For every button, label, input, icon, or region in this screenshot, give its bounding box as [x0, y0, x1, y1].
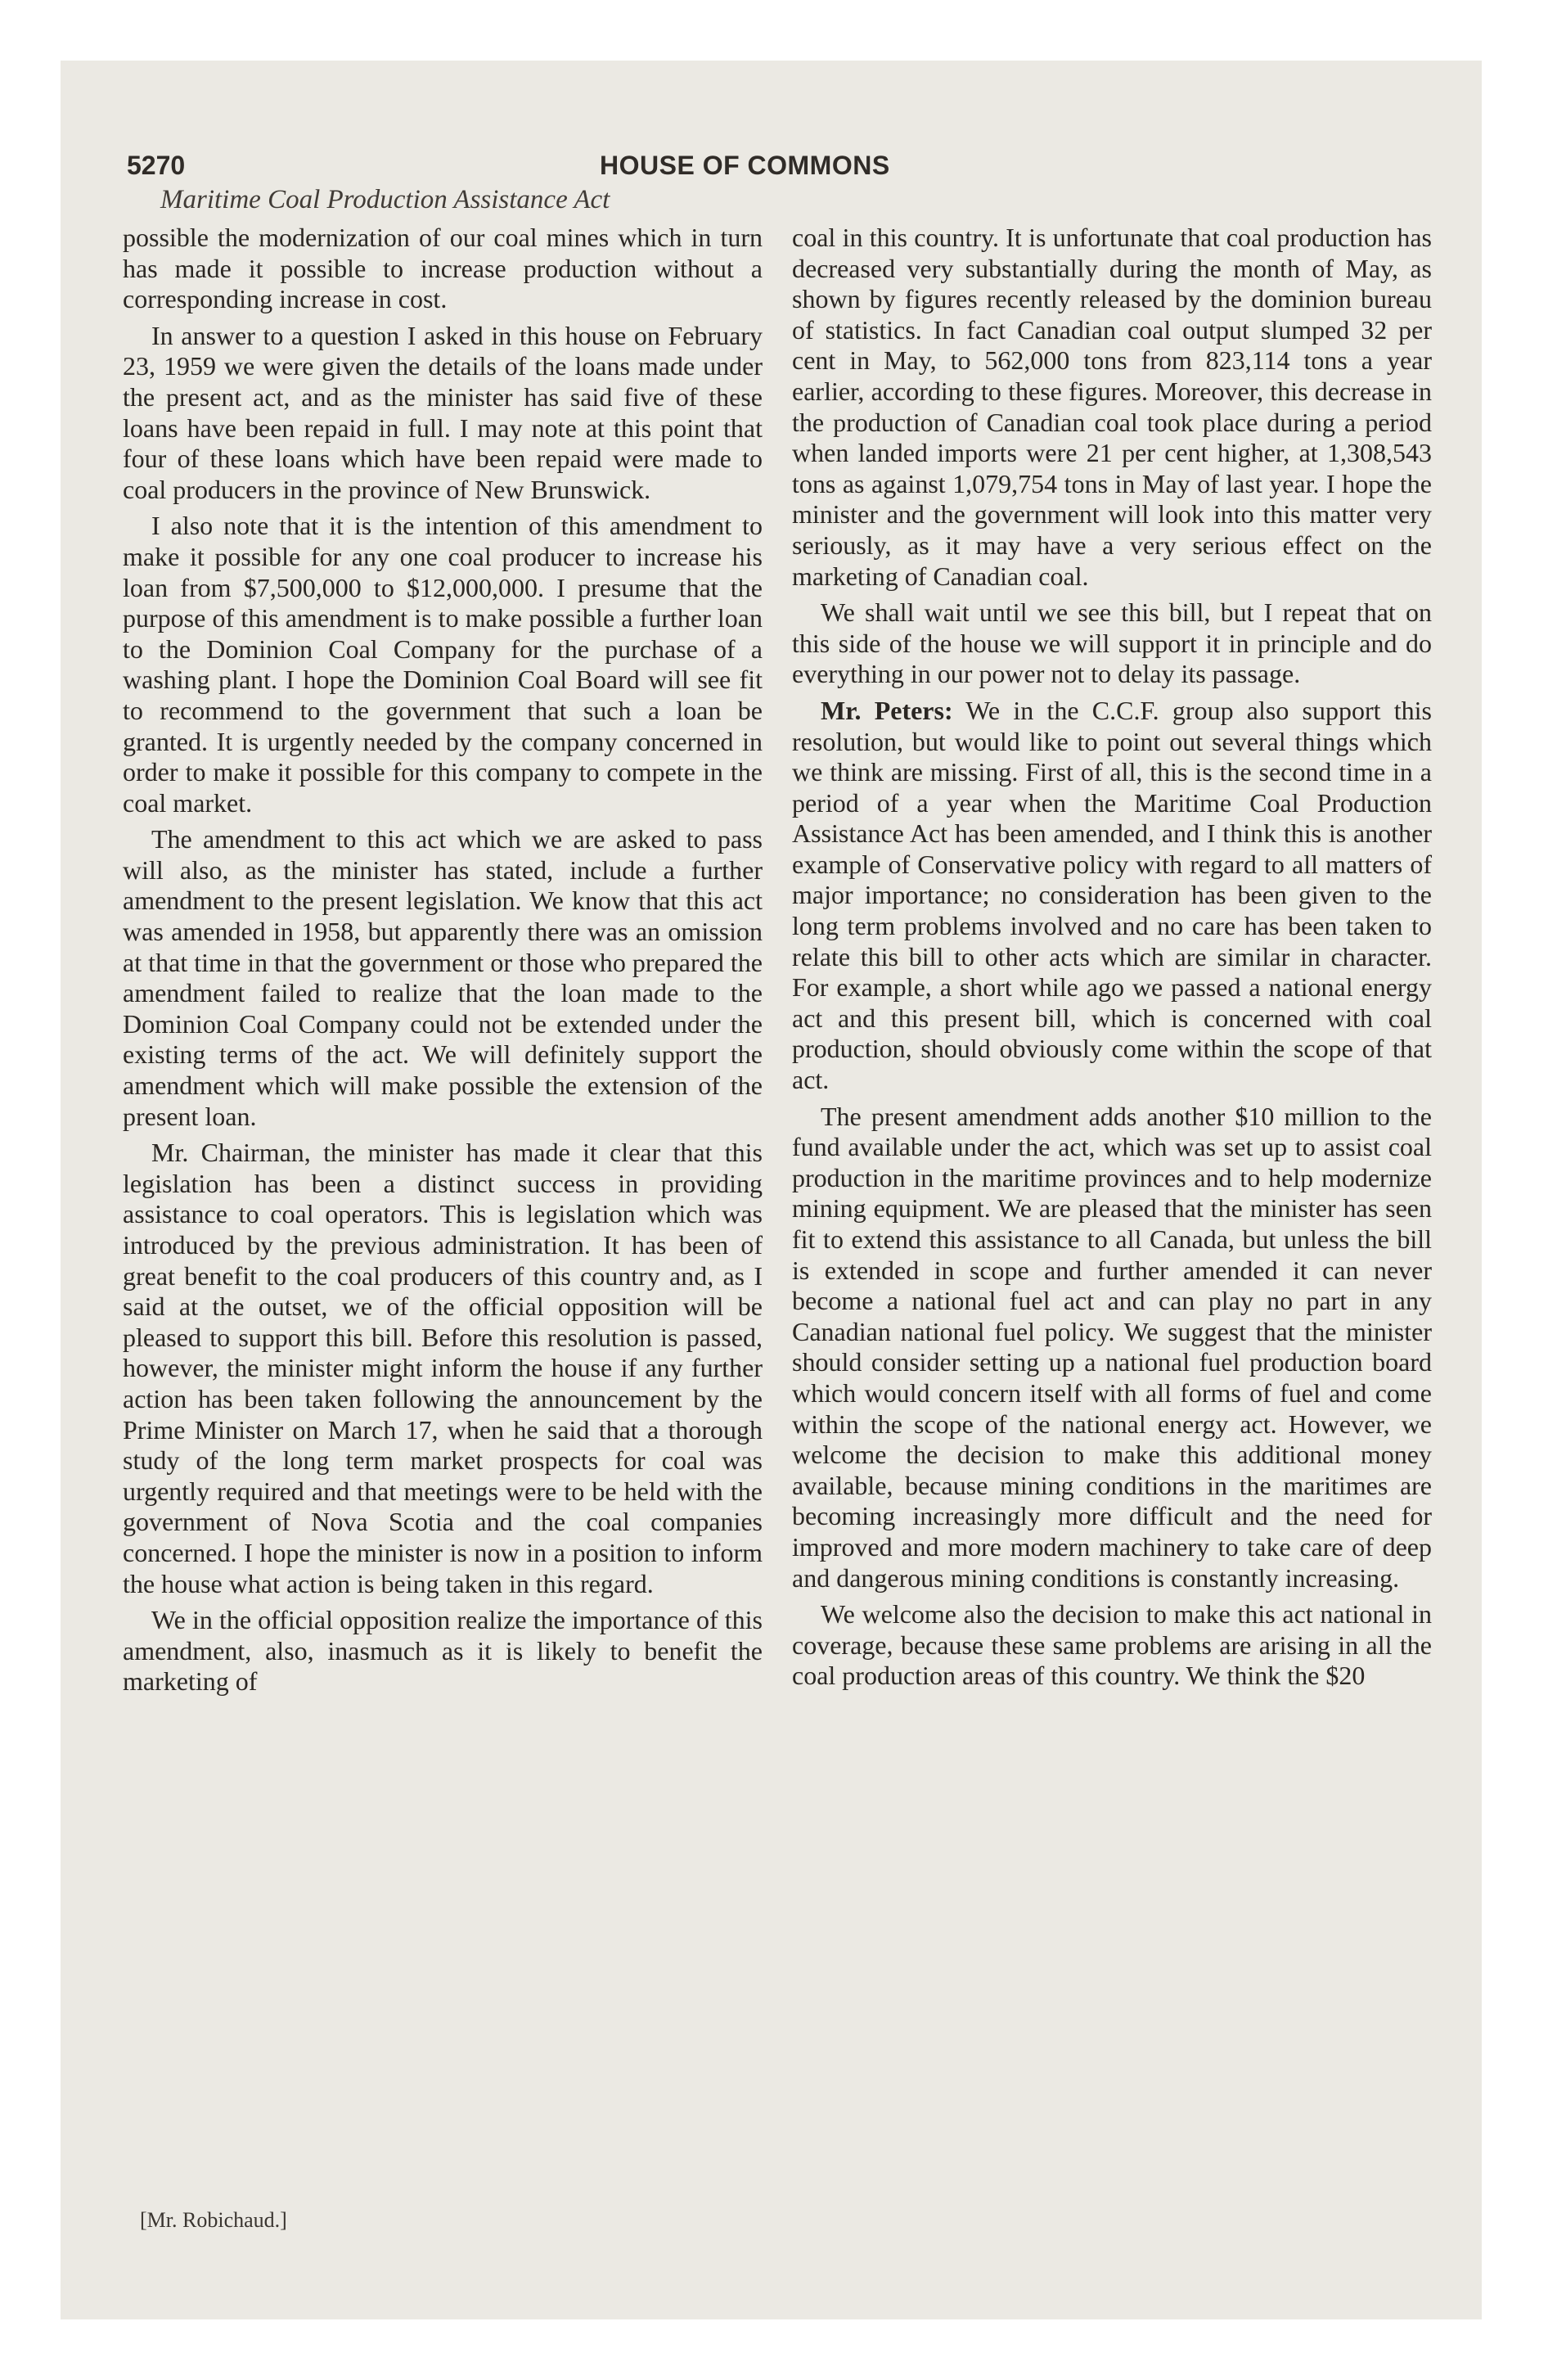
page-number: 5270 [127, 151, 186, 180]
paragraph: We welcome also the decision to make this act national in coverage, because these same problems are arising in all the coal production areas of this country. We think the $20 [792, 1599, 1432, 1691]
page-heading: HOUSE OF COMMONS [600, 151, 890, 180]
speaker-name: Mr. Peters: [821, 695, 953, 725]
paragraph: coal in this country. It is unfortunate that coal production has decreased very substantially during the month of May, as shown by figures recently released by the dominion bureau of statistics. In fact Canadian coal output slumped 32 per cent in May, to 562,000 tons from 823,114 tons a year earlier, according to these figures. Moreover, this decrease in the production of Canadian coal took place during a period when landed imports were 21 per cent higher, at 1,308,543 tons as against 1,079,754 tons in May of last year. I hope the minister and the government will look into this matter very seriously, as it may have a very serious effect on the marketing of Canadian coal. [792, 223, 1432, 591]
paragraph: The amendment to this act which we are asked to pass will also, as the minister has stated, include a further amendment to the present legislation. We know that this act was amended in 1958, but apparently there was an omission at that time in that the government or those who prepared the amendment failed to realize that the loan made to the Dominion Coal Company could not be extended under the existing terms of the act. We will definitely support the amendment which will make possible the extension of the present loan. [123, 824, 763, 1131]
page-header [127, 146, 1436, 187]
paragraph: We shall wait until we see this bill, but I repeat that on this side of the house we will support it in principle and do everything in our power not to delay its passage. [792, 597, 1432, 689]
running-title: Maritime Coal Production Assistance Act [160, 185, 610, 214]
left-column [123, 223, 763, 1703]
paragraph [792, 696, 1432, 1096]
paragraph: I also note that it is the intention of this amendment to make it possible for any one coal producer to increase his loan from $7,500,000 to $12,000,000. I presume that the purpose of this amendment is to make possible a further loan to the Dominion Coal Company for the purchase of a washing plant. I hope the Dominion Coal Board will see fit to recommend to the government that such a loan be granted. It is urgently needed by the company concerned in order to make it possible for this company to compete in the coal market. [123, 511, 763, 818]
right-column [792, 223, 1432, 1697]
speaker-footer: [Mr. Robichaud.] [140, 2208, 287, 2232]
paragraph: The present amendment adds another $10 million to the fund available under the act, which was set up to assist coal production in the maritime provinces and to help modernize mining equipment. We are pleased that the minister has seen fit to extend this assistance to all Canada, but unless the bill is extended in scope and further amended it can never become a national fuel act and can play no part in any Canadian national fuel policy. We suggest that the minister should consider setting up a national fuel production board which would concern itself with all forms of fuel and come within the scope of the national energy act. However, we welcome the decision to make this additional money available, because mining conditions in the maritimes are becoming increasingly more difficult and the need for improved and more modern machinery to take care of deep and dangerous mining conditions is constantly increasing. [792, 1101, 1432, 1593]
paragraph: We in the official opposition realize the importance of this amendment, also, inasmuch as it is likely to benefit the marketing of [123, 1605, 763, 1697]
paragraph: Mr. Chairman, the minister has made it clear that this legislation has been a distinct success in providing assistance to coal operators. This is legislation which was introduced by the previous administration. It has been of great benefit to the coal producers of this country and, as I said at the outset, we of the official opposition will be pleased to support this bill. Before this resolution is passed, however, the minister might inform the house if any further action has been taken following the announcement by the Prime Minister on March 17, when he said that a thorough study of the long term market prospects for coal was urgently required and that meetings were to be held with the government of Nova Scotia and the coal companies concerned. I hope the minister is now in a position to inform the house what action is being taken in this regard. [123, 1138, 763, 1598]
paragraph: In answer to a question I asked in this house on February 23, 1959 we were given the details of the loans made under the present act, and as the minister has said five of these loans have been repaid in full. I may note at this point that four of these loans which have been repaid were made to coal producers in the province of New Brunswick. [123, 320, 763, 504]
paragraph: possible the modernization of our coal mines which in turn has made it possible to increase production without a corresponding increase in cost. [123, 223, 763, 314]
speech-text: We in the C.C.F. group also support this resolution, but would like to point out several things which we think are missing. First of all, this is the second time in a period of a year when the Maritime Coal Production Assistance Act has been amended, and I think this is another example of Conservative policy with regard to all matters of major importance; no consideration has been given to the long term problems involved and no care has been taken to relate this bill to other acts which are similar in character. For example, a short while ago we passed a national energy act and this present bill, which is concerned with coal production, should obviously come within the scope of that act. [792, 695, 1433, 1095]
